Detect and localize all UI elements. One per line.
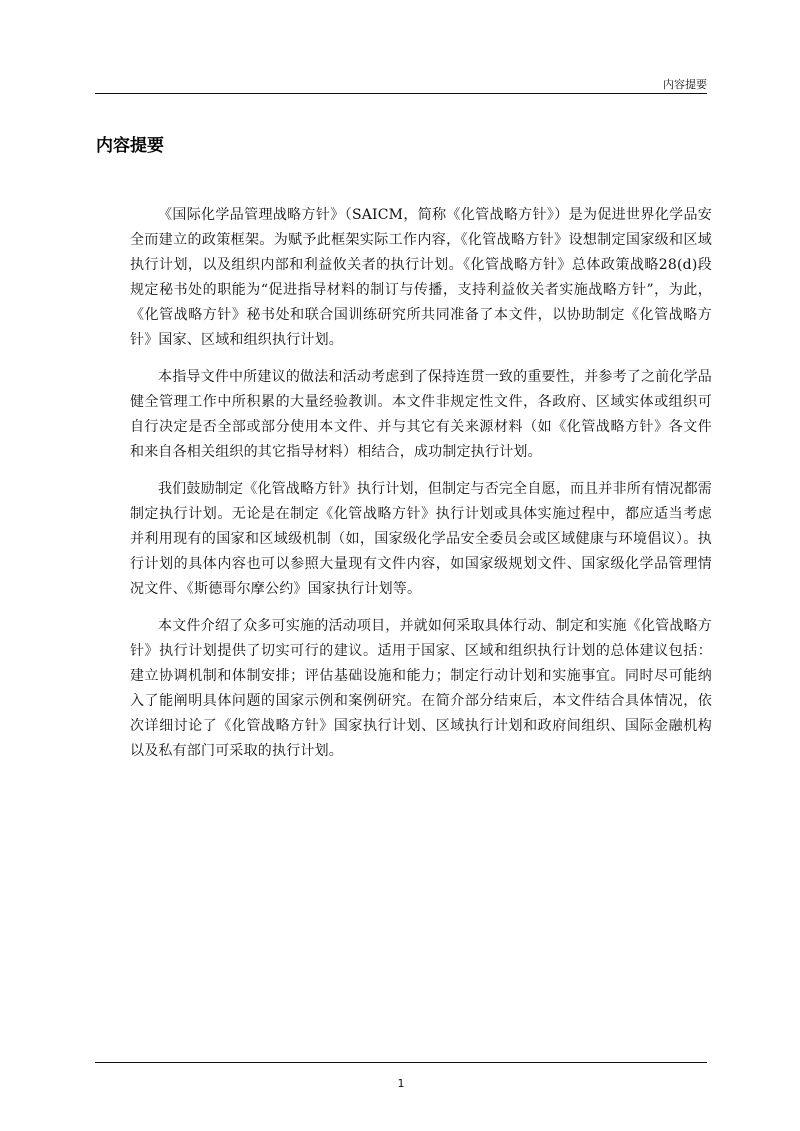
paragraph: 我们鼓励制定《化管战略方针》执行计划，但制定与否完全自愿，而且并非所有情况都需制定执行计划。无论是在制定《化管战略方针》执行计划或具体实施过程中，都应适当考虑并利用现有的国家和区域级机制（如，国家级化学品安全委员会或区域健康与环境倡议）。执行计划的具体内容也可以参照大量现有文件内容，如国家级规划文件、国家级化学品管理情况文件、《斯德哥尔摩公约》国家执行计划等。 <box>130 481 712 597</box>
paragraph: 本指导文件中所建议的做法和活动考虑到了保持连贯一致的重要性，并参考了之前化学品健全管理工作中所积累的大量经验教训。本文件非规定性文件，各政府、区域实体或组织可自行决定是否全部或部分使用本文件、并与其它有关来源材料（如《化管战略方针》各文件和来自各相关组织的其它指导材料）相结合，成功制定执行计划。 <box>130 369 712 460</box>
running-header: 内容提要 <box>663 78 707 91</box>
header-rule <box>95 93 707 94</box>
section-title: 内容提要 <box>96 136 164 156</box>
paragraph: 本文件介绍了众多可实施的活动项目，并就如何采取具体行动、制定和实施《化管战略方针》执行计划提供了切实可行的建议。适用于国家、区域和组织执行计划的总体建议包括：建立协调机制和体制安排；评估基础设施和能力；制定行动计划和实施事宜。同时尽可能纳入了能阐明具体问题的国家示例和案例研究。在简介部分结束后，本文件结合具体情况，依次详细讨论了《化管战略方针》国家执行计划、区域执行计划和政府间组织、国际金融机构以及私有部门可采取的执行计划。 <box>130 618 712 759</box>
paragraph: 《国际化学品管理战略方针》（SAICM，简称《化管战略方针》）是为促进世界化学品安全而建立的政策框架。为赋予此框架实际工作内容，《化管战略方针》设想制定国家级和区域执行计划，以及组织内部和利益攸关者的执行计划。《化管战略方针》总体政策战略28(d)段规定秘书处的职能为“促进指导材料的制订与传播，支持利益攸关者实施战略方针”，为此，《化管战略方针》秘书处和联合国训练研究所共同准备了本文件，以协助制定《化管战略方针》国家、区域和组织执行计划。 <box>130 207 712 348</box>
footer-rule <box>95 1062 707 1063</box>
body-text <box>130 203 712 776</box>
page-number: 1 <box>397 1077 405 1090</box>
